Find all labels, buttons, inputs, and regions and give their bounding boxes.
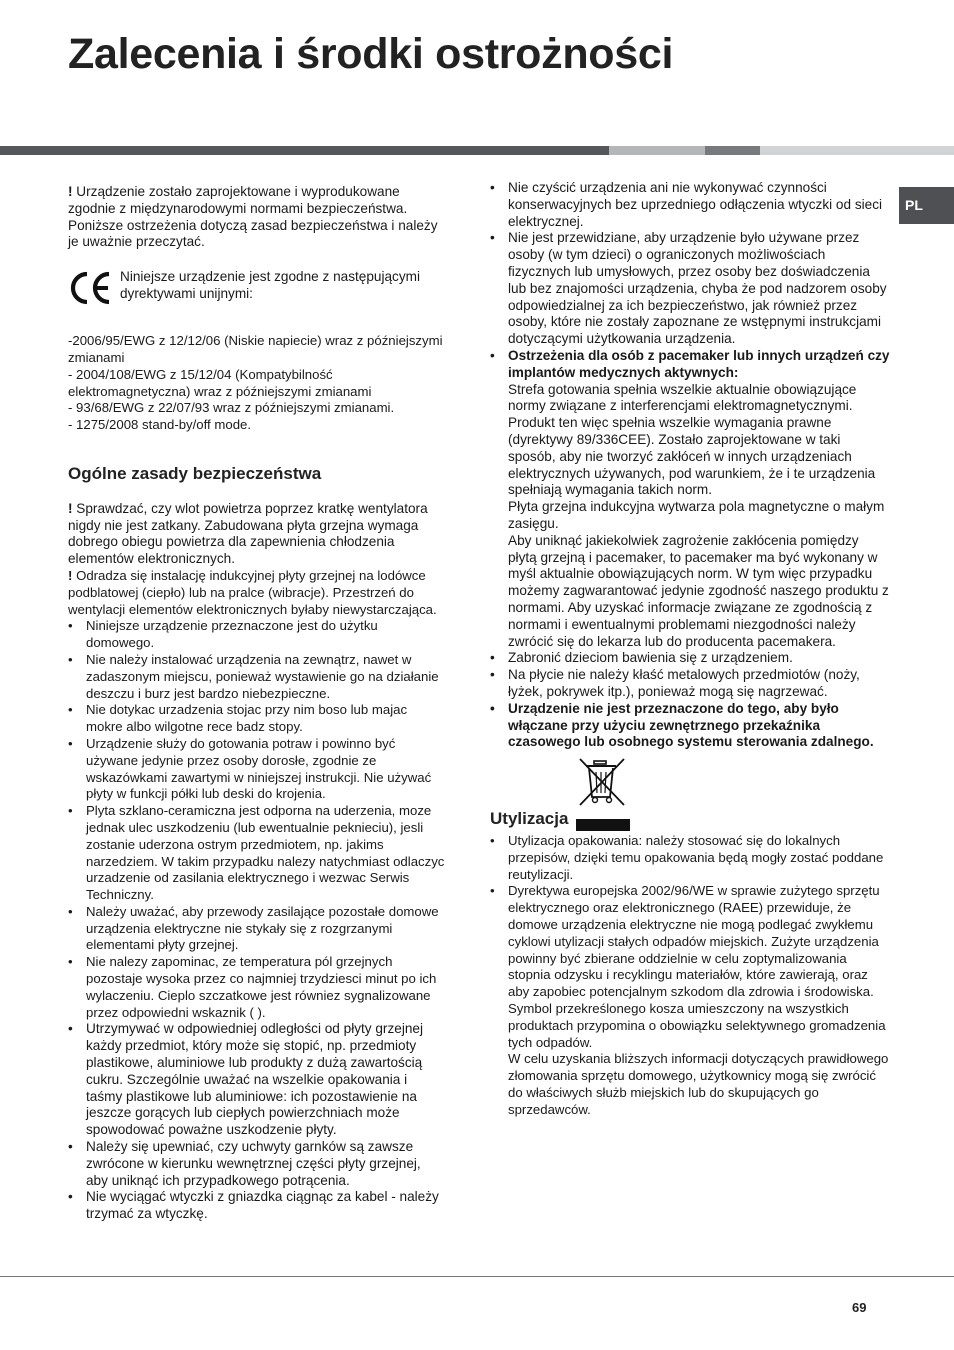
left-column — [68, 184, 446, 1223]
header-bar-segment — [760, 146, 954, 155]
list-item: • Nie jest przewidziane, aby urządzenie było używane przez osoby (w tym dzieci) o ograniczonych możliwościach fizycznych lub umysłowych, przez osoby bez doświadczenia lub bez znajomości urządzenia, chyba że pod nadzorem osoby odpowiedzialnej za ich bezpieczeństwo, jak również przez osoby, które nie zostały zapoznane ze wstępnymi instrukcjami dotyczącymi użytkowania urządzenia. — [490, 230, 890, 348]
maintenance-bullets — [490, 180, 890, 751]
list-item: • Nie czyścić urządzenia ani nie wykonywać czynności konserwacyjnych bez uprzedniego odłączenia wtyczki od sieci elektrycznej. — [490, 180, 890, 230]
directive-item: - 2004/108/EWG z 15/12/04 (Kompatybilność elektromagnetyczna) wraz z późniejszymi zmianami — [68, 366, 372, 399]
list-item: • Nie wyciągać wtyczki z gniazdka ciągnąc za kabel - należy trzymać za wtyczkę. — [68, 1189, 446, 1223]
list-item — [490, 883, 890, 1118]
right-column — [490, 180, 890, 1119]
pacemaker-paragraph: Płyta grzejna indukcyjna wytwarza pola magnetyczne o małym zasięgu. — [508, 499, 885, 531]
page-title: Zalecenia i środki ostrożności — [68, 30, 674, 78]
list-item: • Nie nalezy zapominac, ze temperatura pól grzejnych pozostaje wysoka przez co najmniej trzydziesci minut po ich wylaczeniu. Cieplo szczatkowe jest równiez sygnalizowane przez odpowiedni wskaznik ( ). — [68, 954, 446, 1021]
header-bar-segment — [705, 146, 760, 155]
crossed-bin-icon — [576, 757, 630, 809]
pacemaker-heading: • Ostrzeżenia dla osób z pacemaker lub innych urządzeń czy implantów medycznych aktywnych: — [508, 347, 890, 380]
list-item: • Urządzenie służy do gotowania potraw i powinno być używane jedynie przez osoby dorosłe, zgodnie ze wskazówkami zawartymi w niniejszej instrukcji. Nie używać płyty w funkcji półki lub deski do krojenia. — [68, 736, 446, 803]
pacemaker-paragraph: Aby uniknąć jakiekolwiek zagrożenie zakłócenia pomiędzy płytą grzejną i pacemaker, to pacemaker ma być wykonany w myśl aktualnie obowiązujących norm. W tym więc przypadku możemy zagwarantować jedynie zgodność naszego produktu z normami. Aby uzyskać informacje związane ze zgodnością z normami i ewentualnymi problemami niezgodności należy zwrócić się do lekarza lub do producenta pacemakera. — [508, 532, 889, 649]
intro-paragraph — [68, 184, 446, 251]
list-item-text: W celu uzyskania bliższych informacji dotyczących prawidłowego złomowania sprzętu domowego, użytkownicy mogą się zwrócić do właściwych służb miejskich lub do skupujących go sprzedawców. — [508, 1051, 889, 1117]
safety-heading: Ogólne zasady bezpieczeństwa — [68, 463, 322, 483]
directive-item: -2006/95/EWG z 12/12/06 (Niskie napiecie) wraz z późniejszymi zmianami — [68, 333, 443, 365]
ce-mark-icon — [68, 271, 112, 305]
header-bar-segment — [0, 146, 609, 155]
list-item-text: • Dyrektywa europejska 2002/96/WE w sprawie zużytego sprzętu elektrycznego oraz elektronicznego (RAEE) przewiduje, że domowe urządzenia elektryczne nie mogą podlegać zwykłemu cyklowi utylizacji stałych odpadów miejskich. Zużyte urządzenia powinny być zbierane oddzielnie w celu zoptymalizowania stopnia odzysku i recyklingu materiałów, które zawierają, oraz aby zapobiec potencjalnym szkodom dla zdrowia i środowiska. Symbol przekreślonego kosza umieszczony na wszystkich produktach przypomina o obowiązku selektywnego gromadzenia tych odpadów. — [508, 883, 886, 1050]
list-item: • Nie należy instalować urządzenia na zewnątrz, nawet w zadaszonym miejscu, ponieważ wystawienie go na działanie deszczu i burz jest bardzo niebezpieczne. — [68, 652, 446, 702]
warning-text: Odradza się instalację indukcyjnej płyty grzejnej na lodówce podblatowej (ciepło) lub na pralce (wibracje). Przestrzeń do wentylacji elementów elektronicznych byłaby niewystarczająca. — [68, 567, 437, 617]
directive-item: - 93/68/EWG z 22/07/93 wraz z późniejszymi zmianami. — [68, 400, 395, 416]
language-tab: PL — [899, 187, 954, 224]
list-item: • Należy się upewniać, czy uchwyty garnków są zawsze zwrócone w kierunku wewnętrznej części płyty grzejnej, aby uniknąć ich przypadkowego potrącenia. — [68, 1139, 446, 1189]
pacemaker-item — [490, 348, 890, 650]
pacemaker-paragraph: Strefa gotowania spełnia wszelkie aktualnie obowiązujące normy związane z interferencjami elektromagnetycznymi. — [508, 381, 857, 414]
list-item: • Utrzymywać w odpowiedniej odległości od płyty grzejnej każdy przedmiot, który może się stopić, np. przedmioty plastikowe, aluminiowe lub produkty z dużą zawartością cukru. Szczególnie uważać na wszelkie opakowania i taśmy plastikowe lub aluminiowe: ich pozostawienie na jeszcze gorących lub ciepłych powierzchniach może spowodować poważne uszkodzenie płyty. — [68, 1021, 446, 1139]
page-number: 69 — [852, 1300, 867, 1315]
footer-rule — [0, 1276, 954, 1277]
disposal-heading — [490, 811, 890, 833]
list-item: • Na płycie nie należy kłaść metalowych przedmiotów (noży, łyżek, pokrywek itp.), ponieważ mogą się nagrzewać. — [490, 667, 890, 701]
directive-item: - 1275/2008 stand-by/off mode. — [68, 417, 252, 433]
list-item: • Należy uważać, aby przewody zasilające pozostałe domowe urządzenia elektryczne nie stykały się z rozgrzanymi elementami płyty grzejnej. — [68, 904, 446, 954]
disposal-bullets — [490, 833, 890, 1119]
header-bar-segment — [609, 146, 705, 155]
weee-underline-bar — [576, 819, 630, 831]
ce-text: Niniejsze urządzenie jest zgodne z następującymi dyrektywami unijnymi: — [120, 269, 420, 301]
safety-bullets — [68, 618, 446, 1223]
warning-mark: ! — [68, 184, 73, 199]
warning-paragraph — [68, 568, 446, 618]
list-item: • Zabronić dzieciom bawienia się z urządzeniem. — [490, 650, 890, 667]
list-item: • Niniejsze urządzenie przeznaczone jest do użytku domowego. — [68, 618, 446, 652]
list-item: • Nie dotykac urzadzenia stojac przy nim boso lub majac mokre albo wilgotne rece badz stopy. — [68, 702, 446, 736]
pacemaker-paragraph: Produkt ten więc spełnia wszelkie wymagania prawne (dyrektywy 89/336CEE). Zostało zaprojektowane w taki sposób, aby nie tworzyć zakłóceń w innych urządzeniach elektrycznych używanych, pod warunkiem, że i te urządzenia spełniają wymagania takich norm. — [508, 415, 876, 498]
directives-list — [68, 333, 446, 434]
intro-text: Urządzenie zostało zaprojektowane i wyprodukowane zgodnie z międzynarodowymi normami bezpieczeństwa. Poniższe ostrzeżenia dotyczą zasad bezpieczeństwa i należy je uważnie przeczytać. — [68, 184, 438, 250]
warning-paragraph — [68, 501, 446, 568]
disposal-heading-text: Utylizacja — [490, 809, 569, 829]
ventilation-warnings — [68, 501, 446, 619]
header-color-bar — [0, 146, 954, 155]
weee-symbol — [490, 757, 890, 809]
warning-mark: ! — [68, 500, 73, 516]
ce-conformity — [68, 269, 446, 313]
warning-mark: ! — [68, 567, 73, 583]
warning-text: Sprawdzać, czy wlot powietrza poprzez kratkę wentylatora nigdy nie jest zatkany. Zabudowana płyta grzejna wymaga dobrego obiegu powietrza dla zapewnienia chłodzenia elementów elektronicznych. — [68, 500, 428, 567]
list-item: • Urządzenie nie jest przeznaczone do tego, aby było włączane przy użyciu zewnętrznego przekaźnika czasowego lub osobnego systemu sterowania zdalnego. — [490, 701, 890, 751]
list-item: • Plyta szklano-ceramiczna jest odporna na uderzenia, moze jednak ulec uszkodzeniu (lub ewentualnie peknieciu), jesli zostanie uderzona ostrym przedmiotem, np. jakims narzedziem. W takim przypadku nalezy natychmiast odlaczyc urzadzenie od zasilania elektrycznego i wezwac Serwis Techniczny. — [68, 803, 446, 904]
list-item: • Utylizacja opakowania: należy stosować się do lokalnych przepisów, dzięki temu opakowania będą mogły zostać poddane reutylizacji. — [490, 833, 890, 883]
